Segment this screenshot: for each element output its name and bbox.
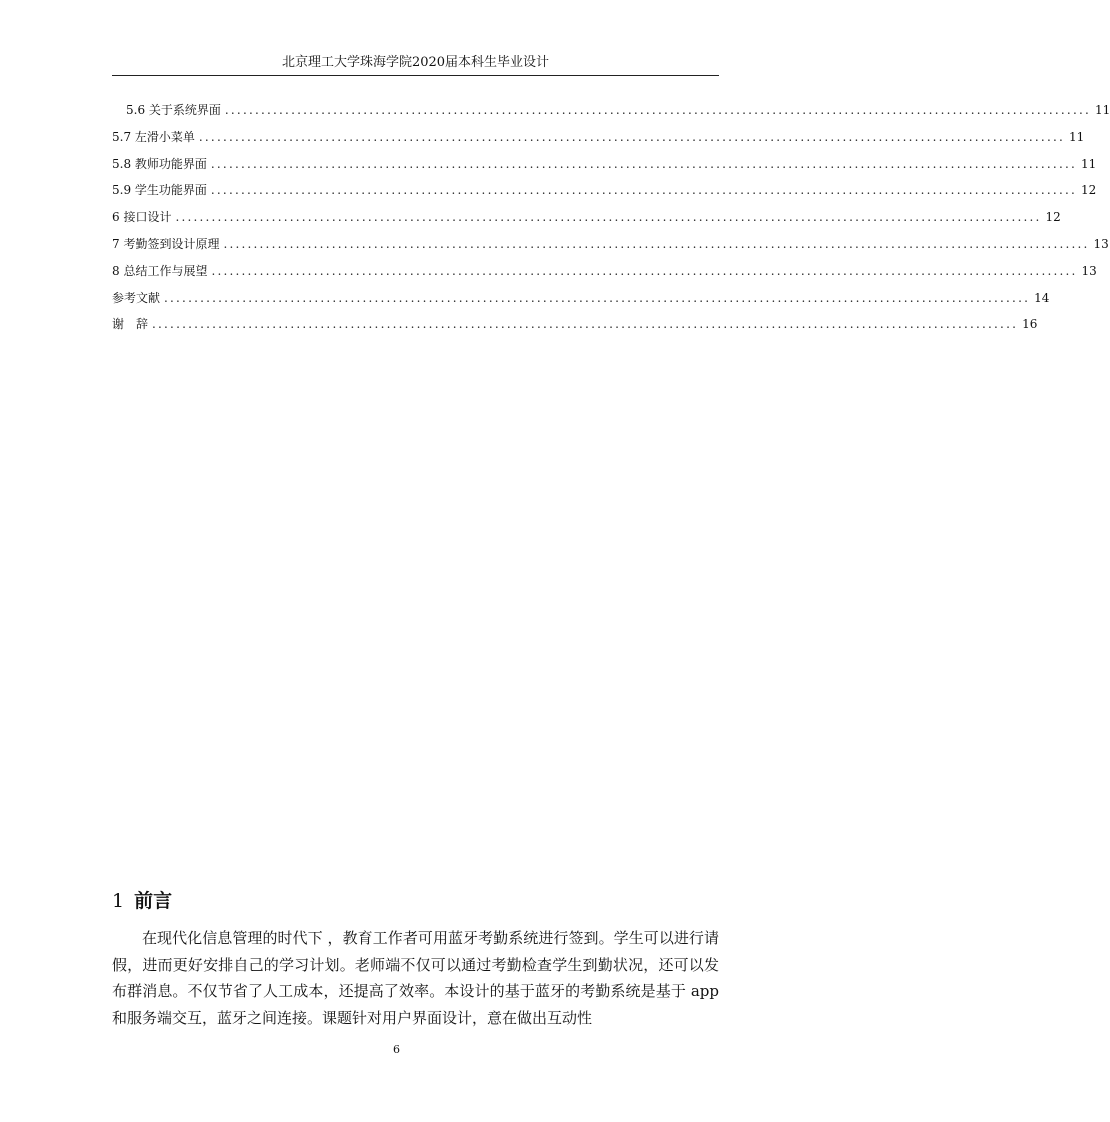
toc-entry-page: 16 bbox=[1022, 317, 1038, 332]
toc-entry-label: 8 总结工作与展望 bbox=[112, 263, 208, 278]
toc-leader-dots: ................................................................................................................................................ bbox=[210, 183, 1077, 198]
section-heading bbox=[112, 888, 172, 914]
page-header: 北京理工大学珠海学院2020届本科生毕业设计 bbox=[281, 55, 550, 70]
toc-entry[interactable] bbox=[112, 314, 1038, 341]
toc-leader-dots: ................................................................................................................................................ bbox=[211, 263, 1078, 278]
body-paragraph: 在现代化信息管理的时代下 ，教育工作者可用蓝牙考勤系统进行签到。学生可以进行请假，进而更好安排自己的学习计划。老师端不仅可以通过考勤检查学生到勤状况，还可以发布群消息。不仅节省了人工成本，还提高了效率。本设计的基于蓝牙的考勤系统是基于 app 和服务端交互，蓝牙之间连接。课题针对用户界面设计，意在做出互动性 bbox=[112, 929, 719, 1027]
toc-entry-label: 5.8 教师功能界面 bbox=[112, 156, 207, 171]
toc-entry-page: 13 bbox=[1093, 236, 1109, 251]
toc-entry[interactable] bbox=[112, 154, 1097, 181]
toc-entry[interactable] bbox=[112, 100, 1110, 127]
toc-leader-dots: ................................................................................................................................................ bbox=[224, 103, 1091, 117]
toc-leader-dots: ................................................................................................................................................ bbox=[210, 156, 1077, 171]
section-title-text: 前言 bbox=[134, 890, 173, 912]
toc-entry-label: 7 考勤签到设计原理 bbox=[112, 236, 220, 251]
toc-entry-page: 12 bbox=[1081, 183, 1097, 198]
toc-leader-dots: ................................................................................................................................................ bbox=[223, 236, 1090, 251]
toc-entry-page: 14 bbox=[1034, 290, 1050, 305]
toc-entry-page: 11 bbox=[1069, 129, 1085, 144]
page-number: 6 bbox=[393, 1043, 400, 1056]
toc-entry[interactable] bbox=[112, 234, 1109, 261]
toc-leader-dots: ................................................................................................................................................ bbox=[175, 210, 1042, 225]
toc-entry-page: 11 bbox=[1095, 103, 1110, 117]
header-rule bbox=[112, 75, 719, 76]
toc-entry-label: 谢 辞 bbox=[112, 317, 149, 332]
toc-leader-dots: ................................................................................................................................................ bbox=[152, 317, 1019, 332]
toc-entry-label: 5.7 左滑小菜单 bbox=[112, 129, 195, 144]
toc-entry[interactable] bbox=[112, 261, 1097, 288]
section-number: 1 bbox=[112, 890, 125, 912]
toc-entry[interactable] bbox=[112, 288, 1050, 315]
toc-entry-label: 5.9 学生功能界面 bbox=[112, 183, 207, 198]
table-of-contents bbox=[112, 100, 1110, 341]
toc-entry-page: 13 bbox=[1081, 263, 1097, 278]
toc-entry[interactable] bbox=[112, 180, 1097, 207]
toc-entry[interactable] bbox=[112, 207, 1061, 234]
toc-entry-page: 11 bbox=[1081, 156, 1097, 171]
toc-entry-label: 参考文献 bbox=[112, 290, 161, 305]
toc-entry-label: 5.6 关于系统界面 bbox=[126, 103, 221, 117]
toc-leader-dots: ................................................................................................................................................ bbox=[164, 290, 1031, 305]
toc-entry-page: 12 bbox=[1045, 210, 1061, 225]
toc-entry-label: 6 接口设计 bbox=[112, 210, 172, 225]
toc-leader-dots: ................................................................................................................................................ bbox=[198, 129, 1065, 144]
toc-entry[interactable] bbox=[112, 127, 1085, 154]
